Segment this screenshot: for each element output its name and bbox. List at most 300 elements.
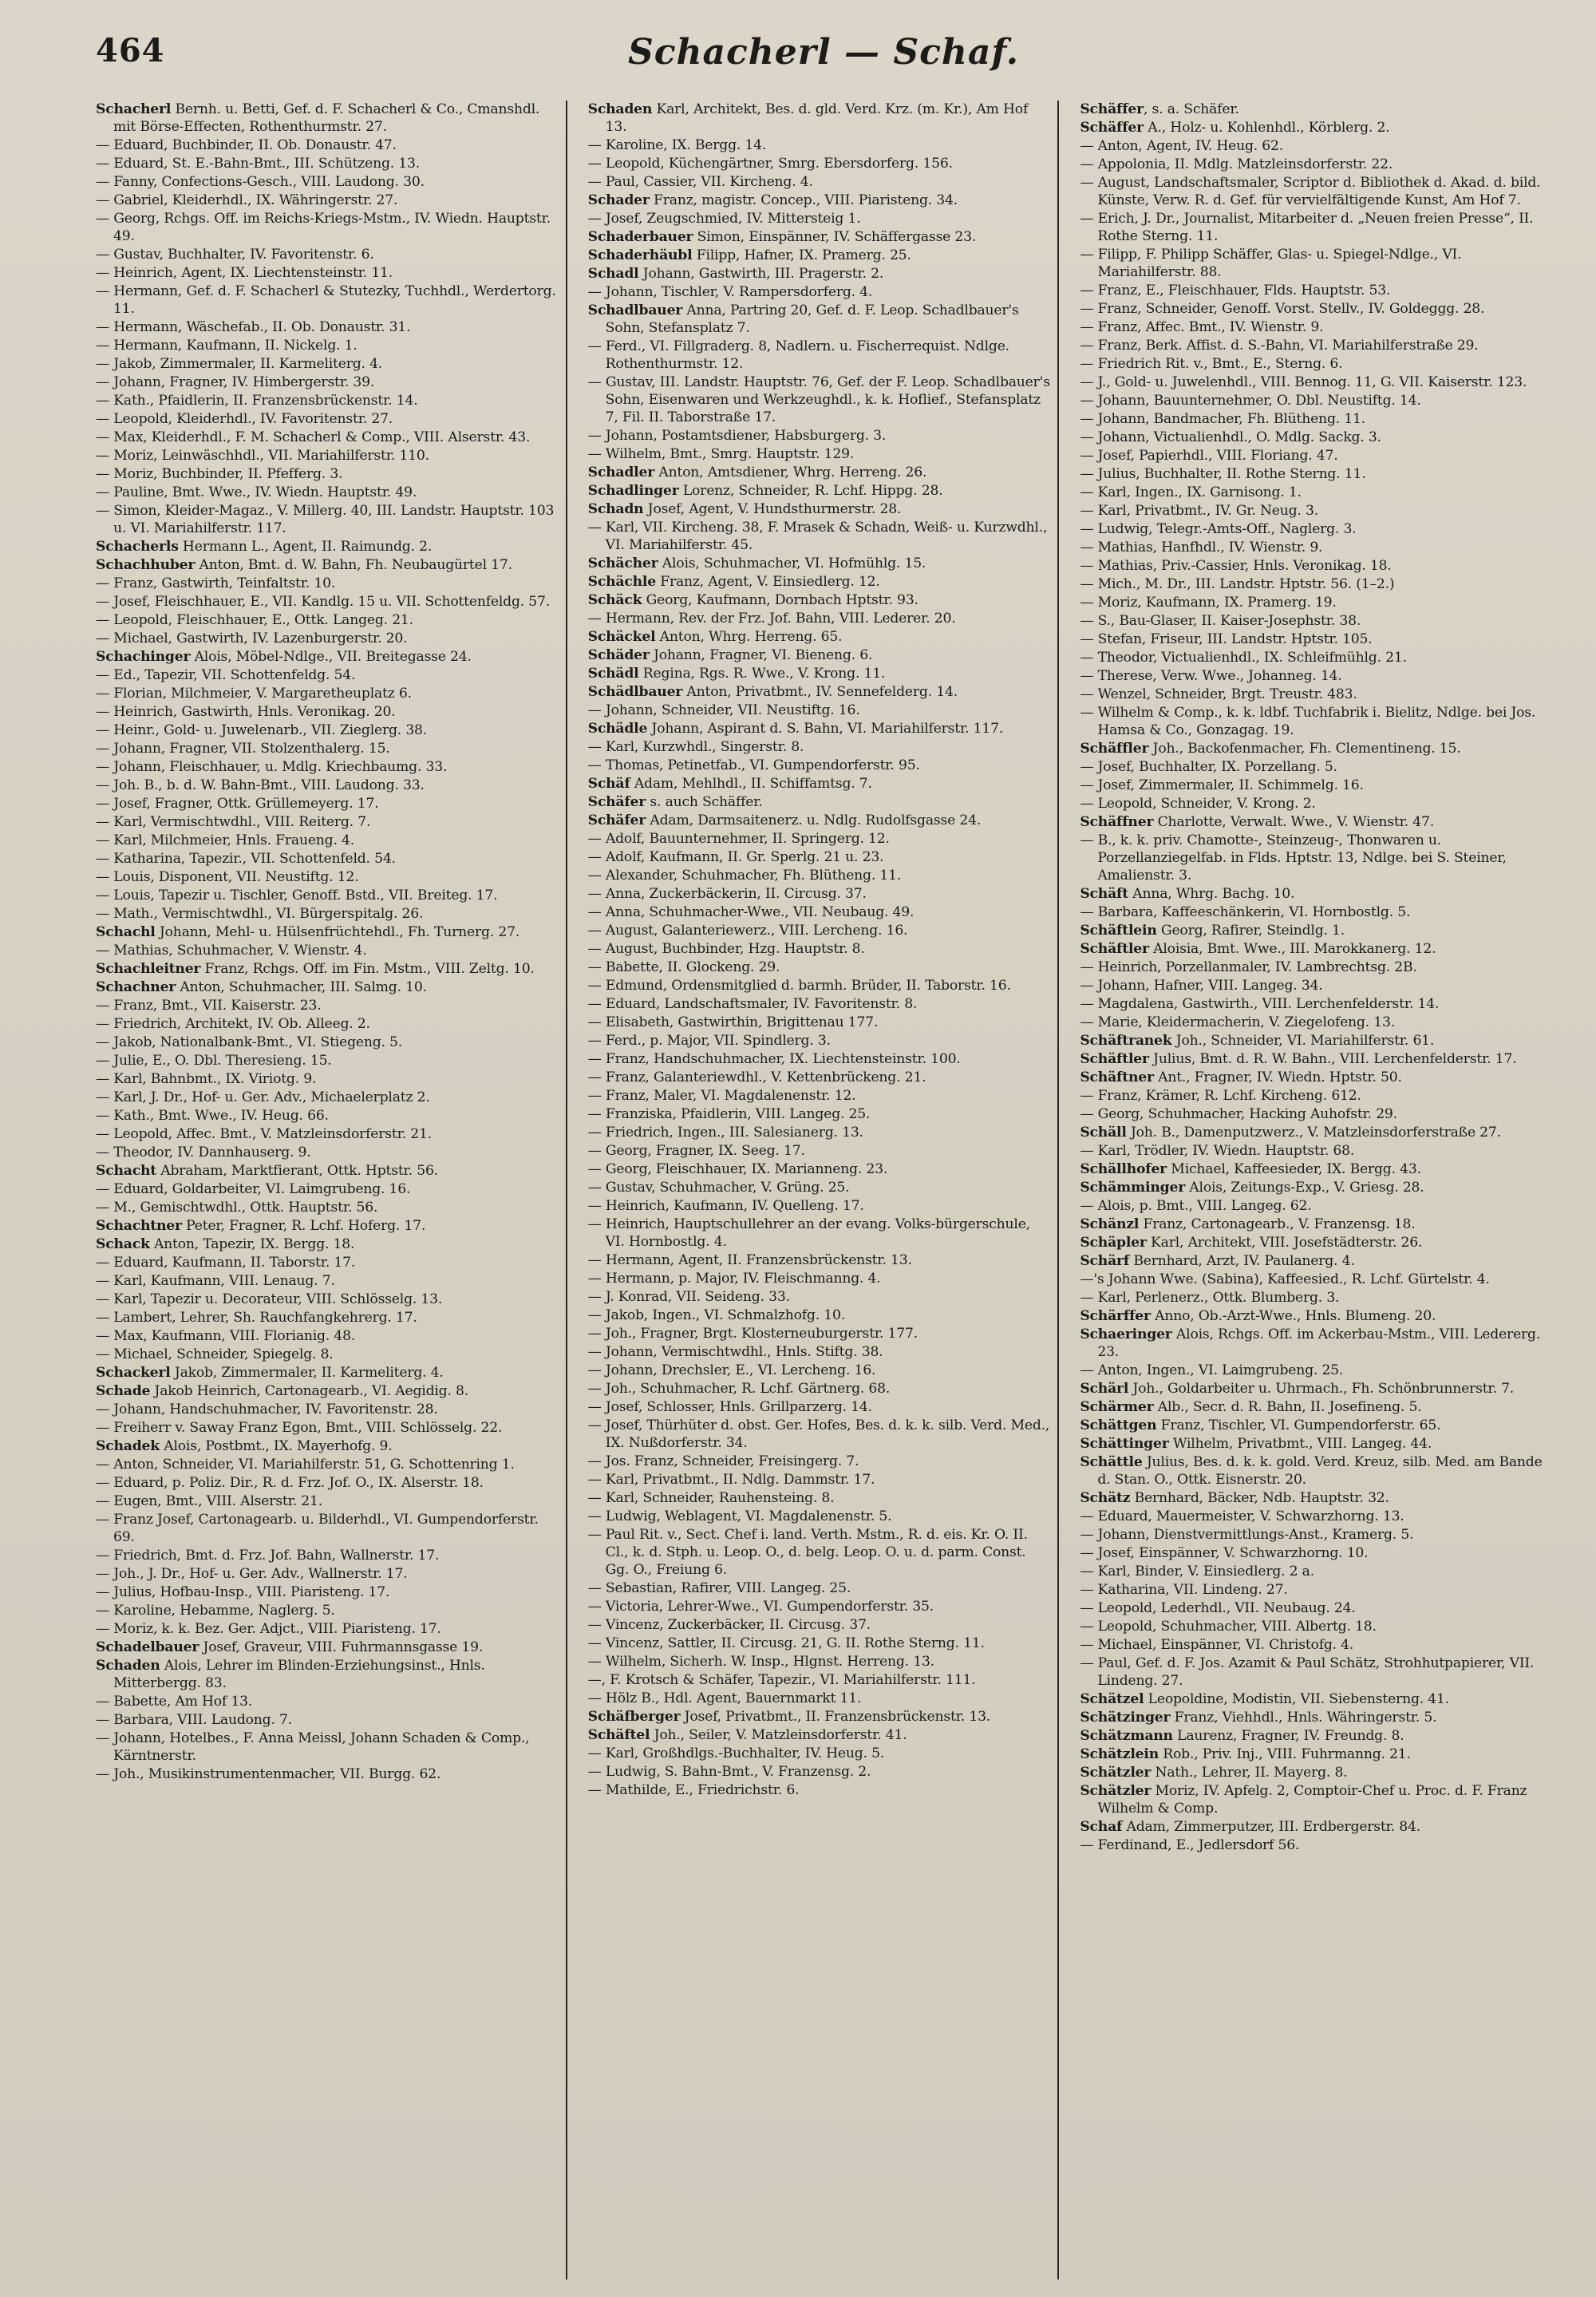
entry-text: Alois, Möbel-Ndlge., VII. Breitegasse 24.: [190, 649, 472, 665]
directory-entry: [588, 1708, 1052, 1726]
entry-text: — Ludwig, Telegr.-Amts-Off., Naglerg. 3.: [1080, 521, 1357, 537]
entry-surname: Schachner: [96, 979, 176, 995]
entry-text: — Karl, Kaufmann, VIII. Lenaug. 7.: [96, 1273, 335, 1289]
directory-entry: [1080, 337, 1545, 354]
directory-entry: [1080, 686, 1545, 703]
entry-surname: Schäf: [587, 776, 630, 792]
entry-text: — Friedrich, Ingen., III. Salesianerg. 13.: [587, 1125, 863, 1141]
entry-text: Peter, Fragner, R. Lchf. Hoferg. 17.: [181, 1218, 426, 1234]
entry-surname: Schäft: [1080, 886, 1128, 902]
directory-entry: [96, 923, 559, 941]
entry-text: — Joh. B., b. d. W. Bahn-Bmt., VIII. Laudong. 33.: [96, 777, 425, 793]
entry-text: — Jos. Franz, Schneider, Freisingerg. 7.: [587, 1453, 859, 1469]
entry-surname: Schäfberger: [587, 1709, 681, 1725]
entry-text: Ant., Fragner, IV. Wiedn. Hptstr. 50.: [1153, 1069, 1402, 1085]
directory-entry: [1080, 101, 1545, 118]
directory-entry: [96, 1364, 559, 1382]
entry-text: — Gustav, Schuhmacher, V. Grüng. 25.: [587, 1180, 850, 1196]
directory-entry: [1080, 667, 1545, 685]
entry-text: — Louis, Tapezir u. Tischler, Genoff. Bstd., VII. Breiteg. 17.: [96, 888, 498, 903]
entry-text: — Gustav, III. Landstr. Hauptstr. 76, Gef. der F. Leop. Schadlbauer's Sohn, Eisenwaren und Werkzeughdl., k. k. Hoflief., Stefansplatz 7, Fil. II. Taborstraße 17.: [587, 374, 1050, 425]
entry-text: — Mathias, Priv.-Cassier, Hnls. Veronikag. 18.: [1080, 558, 1392, 574]
directory-entry: [1080, 539, 1545, 556]
entry-text: — Josef, Thürhüter d. obst. Ger. Hofes, Bes. d. k. k. silb. Verd. Med., IX. Nußdorferstr. 34.: [587, 1417, 1050, 1451]
directory-entry: [1080, 1032, 1545, 1050]
directory-entry: [588, 1616, 1052, 1634]
directory-entry: [1080, 1142, 1545, 1160]
directory-entry: [1080, 465, 1545, 483]
directory-entry: [1080, 594, 1545, 611]
entry-text: — Friedrich, Architekt, IV. Ob. Alleeg. 2.: [96, 1016, 370, 1032]
directory-entry: [588, 628, 1052, 646]
entry-text: — Johann, Victualienhdl., O. Mdlg. Sackg. 3.: [1080, 429, 1381, 445]
directory-entry: [96, 1199, 559, 1216]
directory-entry: [588, 1671, 1052, 1689]
directory-entry: [96, 1657, 559, 1692]
entry-text: — Hermann, p. Major, IV. Fleischmanng. 4.: [587, 1271, 881, 1287]
entry-text: — Mathias, Schuhmacher, V. Wienstr. 4.: [96, 943, 367, 959]
directory-entry: [588, 1160, 1052, 1178]
entry-text: — Ed., Tapezir, VII. Schottenfeldg. 54.: [96, 667, 356, 683]
directory-entry: [588, 1142, 1052, 1160]
entry-text: — Wenzel, Schneider, Brgt. Treustr. 483.: [1080, 686, 1357, 702]
entry-text: — Leopold, Kleiderhdl., IV. Favoritenstr. 27.: [96, 411, 393, 427]
directory-entry: [588, 1069, 1052, 1086]
entry-text: — Eduard, p. Poliz. Dir., R. d. Frz. Jof. O., IX. Alserstr. 18.: [96, 1475, 484, 1491]
directory-entry: [96, 978, 559, 996]
directory-entry: [588, 1598, 1052, 1615]
directory-entry: [96, 997, 559, 1014]
directory-entry: [1080, 355, 1545, 373]
directory-entry: [96, 556, 559, 574]
directory-entry: [1080, 300, 1545, 318]
directory-entry: [588, 1179, 1052, 1196]
entry-text: — Joh., J. Dr., Hof- u. Ger. Adv., Wallnerstr. 17.: [96, 1566, 408, 1582]
directory-entry: [588, 1380, 1052, 1398]
directory-entry: [588, 265, 1052, 283]
directory-entry: [588, 155, 1052, 172]
entry-text: — Joh., Schuhmacher, R. Lchf. Gärtnerg. 68.: [587, 1381, 891, 1397]
entry-text: — Leopold, Fleischhauer, E., Ottk. Langeg. 21.: [96, 612, 413, 628]
directory-entry: [1080, 392, 1545, 409]
directory-entry: [1080, 612, 1545, 630]
directory-entry: [588, 922, 1052, 939]
entry-text: — Georg, Schuhmacher, Hacking Auhofstr. 29.: [1080, 1106, 1397, 1122]
entry-text: , s. a. Schäfer.: [1144, 101, 1239, 117]
directory-entry: [588, 374, 1052, 426]
entry-text: — Eduard, Landschaftsmaler, IV. Favoritenstr. 8.: [587, 996, 918, 1012]
directory-entry: [96, 1217, 559, 1235]
entry-text: — Karl, Trödler, IV. Wiedn. Hauptstr. 68.: [1080, 1143, 1355, 1159]
directory-entry: [1080, 1252, 1545, 1270]
entry-text: — Math., Vermischtwdhl., VI. Bürgerspitalg. 26.: [96, 906, 424, 922]
directory-entry: [1080, 740, 1545, 757]
directory-entry: [1080, 1599, 1545, 1617]
entry-surname: Schachtner: [96, 1218, 182, 1234]
entry-text: Abraham, Marktfierant, Ottk. Hptstr. 56.: [156, 1163, 438, 1179]
directory-entry: [1080, 1362, 1545, 1379]
directory-entry: [1080, 1818, 1545, 1836]
directory-entry: [1080, 119, 1545, 136]
directory-entry: [1080, 156, 1545, 173]
directory-entry: [1080, 1453, 1545, 1489]
entry-text: — Franz, Bmt., VII. Kaiserstr. 23.: [96, 998, 322, 1014]
directory-entry: [1080, 210, 1545, 245]
directory-entry: [1080, 520, 1545, 538]
directory-entry: [96, 1419, 559, 1437]
directory-entry: [96, 355, 559, 373]
entry-text: — Karl, Kurzwhdl., Singerstr. 8.: [587, 739, 804, 755]
entry-surname: Schäftler: [1080, 941, 1149, 957]
directory-entry: [96, 1254, 559, 1271]
entry-surname: Schacherls: [96, 539, 179, 555]
entry-surname: Schädle: [587, 721, 648, 737]
directory-entry: [588, 940, 1052, 958]
directory-entry: [588, 136, 1052, 154]
entry-text: — Franz, Affec. Bmt., IV. Wienstr. 9.: [1080, 319, 1324, 335]
directory-entry: [96, 538, 559, 555]
directory-entry: [588, 1781, 1052, 1799]
directory-entry: [1080, 922, 1545, 939]
entry-text: — Josef, Zimmermaler, II. Schimmelg. 16.: [1080, 777, 1364, 793]
directory-entry: [96, 1089, 559, 1106]
directory-entry: [588, 757, 1052, 774]
entry-text: Franz, Tischler, VI. Gumpendorferstr. 65.: [1156, 1417, 1441, 1433]
directory-entry: [96, 1639, 559, 1656]
directory-entry: [588, 1579, 1052, 1597]
entry-text: A., Holz- u. Kohlenhdl., Körblerg. 2.: [1144, 120, 1390, 136]
column-3: [1080, 101, 1551, 2279]
entry-text: — Friedrich, Bmt. d. Frz. Jof. Bahn, Wallnerstr. 17.: [96, 1548, 440, 1564]
entry-text: Julius, Bmt. d. R. W. Bahn., VIII. Lerchenfelderstr. 17.: [1148, 1051, 1517, 1067]
entry-surname: Schätz: [1080, 1490, 1131, 1506]
entry-surname: Schaderhäubl: [587, 247, 693, 263]
entry-text: — Karl, VII. Kircheng. 38, F. Mrasek & Schadn, Weiß- u. Kurzwdhl., VI. Mariahilferstr. 45.: [587, 520, 1048, 553]
entry-text: Anton, Privatbmt., IV. Sennefelderg. 14.: [682, 684, 958, 700]
entry-text: — Eduard, Mauermeister, V. Schwarzhorng. 13.: [1080, 1508, 1404, 1524]
directory-entry: [1080, 484, 1545, 501]
directory-entry: [588, 1325, 1052, 1342]
entry-text: Moriz, IV. Apfelg. 2, Comptoir-Chef u. Proc. d. F. Franz Wilhelm & Comp.: [1097, 1783, 1527, 1817]
entry-text: — Karl, Bahnbmt., IX. Viriotg. 9.: [96, 1071, 317, 1087]
directory-entry: [588, 1763, 1052, 1781]
entry-text: Bernh. u. Betti, Gef. d. F. Schacherl & Co., Cmanshdl. mit Börse-Effecten, Rothenthurmstr. 27.: [113, 101, 540, 135]
entry-text: Alois, Zeitungs-Exp., V. Griesg. 28.: [1185, 1180, 1424, 1196]
directory-entry: [96, 1492, 559, 1510]
entry-text: — Moriz, k. k. Bez. Ger. Adjct., VIII. Piaristeng. 17.: [96, 1621, 441, 1637]
directory-entry: [1080, 1709, 1545, 1726]
entry-text: — Hölz B., Hdl. Agent, Bauernmarkt 11.: [587, 1690, 862, 1706]
directory-entry: [96, 1382, 559, 1400]
directory-entry: [96, 264, 559, 282]
entry-text: — Magdalena, Gastwirth., VIII. Lerchenfelderstr. 14.: [1080, 996, 1440, 1012]
entry-surname: Schätzlein: [1080, 1746, 1159, 1762]
entry-text: —'s Johann Wwe. (Sabina), Kaffeesied., R. Lchf. Gürtelstr. 4.: [1080, 1271, 1490, 1287]
entry-text: — Mathilde, E., Friedrichstr. 6.: [587, 1782, 800, 1798]
entry-surname: Schaden: [587, 101, 653, 117]
entry-text: — Barbara, Kaffeeschänkerin, VI. Hornbostlg. 5.: [1080, 904, 1411, 920]
entry-text: — Hermann, Gef. d. F. Schacherl & Stutezky, Tuchhdl., Werdertorg. 11.: [96, 283, 556, 317]
entry-text: s. auch Schäffer.: [646, 794, 763, 810]
entry-text: — Johann, Fleischhauer, u. Mdlg. Kriechbaumg. 33.: [96, 759, 448, 775]
entry-surname: Schachl: [96, 924, 156, 940]
entry-surname: Schättgen: [1080, 1417, 1157, 1433]
directory-entry: [96, 374, 559, 391]
directory-entry: [96, 337, 559, 354]
entry-text: — Leopold, Lederhdl., VII. Neubaug. 24.: [1080, 1600, 1356, 1616]
entry-text: — Johann, Bauunternehmer, O. Dbl. Neustiftg. 14.: [1080, 393, 1421, 409]
directory-entry: [588, 1471, 1052, 1489]
entry-text: — Karl, Vermischtwdhl., VIII. Reiterg. 7.: [96, 814, 371, 830]
directory-entry: [588, 848, 1052, 866]
directory-entry: [588, 464, 1052, 481]
entry-text: Adam, Zimmerputzer, III. Erdbergerstr. 84.: [1122, 1819, 1421, 1835]
entry-text: Johann, Aspirant d. S. Bahn, VI. Mariahilferstr. 117.: [647, 721, 1004, 737]
directory-entry: [96, 575, 559, 592]
entry-text: — Theodor, IV. Dannhauserg. 9.: [96, 1145, 311, 1160]
directory-entry: [588, 995, 1052, 1013]
directory-entry: [588, 1526, 1052, 1579]
directory-entry: [588, 101, 1052, 136]
entry-text: — Josef, Zeugschmied, IV. Mittersteig 1.: [587, 211, 861, 227]
entry-text: — Gustav, Buchhalter, IV. Favoritenstr. 6.: [96, 247, 374, 263]
directory-entry: [96, 1693, 559, 1710]
directory-entry: [1080, 575, 1545, 593]
entry-text: — Karl, Ingen., IX. Garnisong. 1.: [1080, 484, 1302, 500]
entry-text: — Anton, Agent, IV. Heug. 62.: [1080, 138, 1284, 154]
directory-entry: [1080, 374, 1545, 391]
entry-surname: Schäpler: [1080, 1235, 1147, 1251]
directory-entry: [96, 1070, 559, 1088]
directory-entry: [588, 830, 1052, 848]
entry-text: — Joh., Musikinstrumentenmacher, VII. Burgg. 62.: [96, 1766, 441, 1782]
directory-entry: [96, 648, 559, 666]
entry-text: — S., Bau-Glaser, II. Kaiser-Josephstr. 38.: [1080, 613, 1361, 629]
entry-text: — August, Galanteriewerz., VIII. Lercheng. 16.: [587, 923, 908, 939]
directory-entry: [96, 447, 559, 465]
entry-surname: Schätzler: [1080, 1765, 1152, 1781]
entry-text: Alois, Postbmt., IX. Mayerhofg. 9.: [159, 1438, 393, 1454]
entry-text: — Adolf, Kaufmann, II. Gr. Sperlg. 21 u. 23.: [587, 849, 884, 865]
directory-entry: [96, 1034, 559, 1051]
entry-text: — Josef, Einspänner, V. Schwarzhorng. 10.: [1080, 1545, 1369, 1561]
entry-text: — Karl, Privatbmt., IV. Gr. Neug. 3.: [1080, 503, 1318, 519]
entry-surname: Schäftlein: [1080, 923, 1157, 939]
entry-text: Josef, Agent, V. Hundsthurmerstr. 28.: [643, 501, 902, 517]
entry-text: — Heinrich, Gastwirth, Hnls. Veronikag. 20.: [96, 704, 396, 720]
directory-entry: [96, 155, 559, 172]
entry-text: — Max, Kaufmann, VIII. Florianig. 48.: [96, 1328, 356, 1344]
entry-surname: Schärmer: [1080, 1399, 1154, 1415]
directory-entry: [1080, 1197, 1545, 1215]
directory-entry: [1080, 174, 1545, 209]
entry-text: — Anna, Zuckerbäckerin, II. Circusg. 37.: [587, 886, 867, 902]
entry-surname: Schäffner: [1080, 814, 1154, 830]
entry-text: — Alois, p. Bmt., VIII. Langeg. 62.: [1080, 1198, 1312, 1214]
entry-surname: Schadelbauer: [96, 1639, 200, 1655]
directory-entry: [96, 1620, 559, 1638]
entry-surname: Schadlbauer: [587, 302, 683, 318]
directory-entry: [96, 666, 559, 684]
directory-entry: [1080, 1380, 1545, 1398]
entry-text: — Katharina, Tapezir., VII. Schottenfeld. 54.: [96, 851, 396, 867]
directory-entry: [1080, 1050, 1545, 1068]
directory-entry: [588, 867, 1052, 884]
entry-text: — Heinrich, Hauptschullehrer an der evang. Volks-bürgerschule, VI. Hornbostlg. 4.: [587, 1216, 1030, 1250]
directory-entry: [1080, 1544, 1545, 1562]
entry-surname: Schäffer: [1080, 120, 1144, 136]
entry-text: Joh. B., Damenputzwerz., V. Matzleinsdorferstraße 27.: [1126, 1125, 1501, 1141]
entry-surname: Schäck: [587, 592, 642, 608]
directory-entry: [1080, 940, 1545, 958]
directory-entry: [96, 722, 559, 739]
entry-text: — Hermann, Agent, II. Franzensbrückenstr. 13.: [587, 1252, 912, 1268]
entry-text: Jakob Heinrich, Cartonagearb., VI. Aegidig. 8.: [150, 1383, 469, 1399]
directory-entry: [1080, 959, 1545, 976]
entry-text: — J., Gold- u. Juwelenhdl., VIII. Bennog. 11, G. VII. Kaiserstr. 123.: [1080, 374, 1527, 390]
entry-text: — Edmund, Ordensmitglied d. barmh. Brüder, II. Taborstr. 16.: [587, 978, 1011, 994]
directory-entry: [1080, 704, 1545, 739]
entry-text: — August, Landschaftsmaler, Scriptor d. Bibliothek d. Akad. d. bild. Künste, Verw. R. d. Gef. für vervielfältigende Kunst, Am Hof 7.: [1080, 175, 1541, 208]
directory-entry: [588, 646, 1052, 664]
directory-entry: [1080, 1618, 1545, 1635]
directory-entry: [96, 887, 559, 904]
directory-entry: [96, 136, 559, 154]
entry-text: Filipp, Hafner, IX. Pramerg. 25.: [692, 247, 911, 263]
directory-entry: [588, 1014, 1052, 1031]
directory-entry: [1080, 1398, 1545, 1416]
entry-surname: Schadn: [587, 501, 644, 517]
entry-text: Nath., Lehrer, II. Mayerg. 8.: [1151, 1765, 1348, 1781]
entry-text: — Josef, Buchhalter, IX. Porzellang. 5.: [1080, 759, 1337, 775]
directory-entry: [588, 1362, 1052, 1379]
entry-text: — Louis, Disponent, VII. Neustiftg. 12.: [96, 869, 359, 885]
entry-text: Charlotte, Verwalt. Wwe., V. Wienstr. 47.: [1153, 814, 1435, 830]
directory-entry: [96, 429, 559, 446]
entry-text: — Franz, Maler, VI. Magdalenenstr. 12.: [587, 1088, 856, 1104]
directory-entry: [1080, 137, 1545, 155]
entry-text: — Franz, E., Fleischhauer, Flds. Hauptstr. 53.: [1080, 283, 1391, 298]
entry-text: Anton, Bmt. d. W. Bahn, Fh. Neubaugürtel 17.: [195, 557, 512, 573]
entry-text: — Mich., M. Dr., III. Landstr. Hptstr. 56. (1–2.): [1080, 576, 1395, 592]
directory-entry: [1080, 1216, 1545, 1233]
directory-entry: [588, 1216, 1052, 1251]
directory-entry: [588, 519, 1052, 554]
directory-entry: [96, 740, 559, 757]
directory-entry: [1080, 649, 1545, 666]
entry-text: — Johann, Schneider, VII. Neustiftg. 16.: [587, 702, 860, 718]
directory-entry: [96, 868, 559, 886]
directory-entry: [1080, 832, 1545, 884]
directory-entry: [96, 1730, 559, 1765]
directory-entry: [96, 850, 559, 868]
entry-surname: Schätzel: [1080, 1691, 1144, 1707]
directory-entry: [588, 427, 1052, 445]
entry-text: — Friedrich Rit. v., Bmt., E., Sterng. 6.: [1080, 356, 1343, 372]
entry-text: — Franz, Galanteriewdhl., V. Kettenbrückeng. 21.: [587, 1069, 926, 1085]
entry-text: — Johann, Fragner, VII. Stolzenthalerg. 15.: [96, 741, 390, 757]
directory-entry: [96, 630, 559, 647]
directory-entry: [588, 977, 1052, 994]
entry-surname: Schäffer: [1080, 101, 1144, 117]
entry-text: — Franziska, Pfaidlerin, VIII. Langeg. 25.: [587, 1106, 871, 1122]
directory-entry: [588, 959, 1052, 976]
entry-text: Josef, Graveur, VIII. Fuhrmannsgasse 19.: [199, 1639, 484, 1655]
directory-entry: [1080, 1655, 1545, 1690]
entry-surname: Schaden: [96, 1658, 160, 1674]
entry-text: — Freiherr v. Saway Franz Egon, Bmt., VIII. Schlösselg. 22.: [96, 1420, 503, 1436]
directory-entry: [588, 1270, 1052, 1287]
entry-text: — Karoline, IX. Bergg. 14.: [587, 137, 767, 153]
entry-text: — Leopold, Küchengärtner, Smrg. Ebersdorferg. 156.: [587, 156, 953, 172]
entry-text: — Ludwig, Weblagent, VI. Magdalenenstr. 5.: [587, 1508, 892, 1524]
entry-text: Hermann L., Agent, II. Raimundg. 2.: [178, 539, 433, 555]
entry-text: — Therese, Verw. Wwe., Johanneg. 14.: [1080, 668, 1342, 684]
entry-surname: Schadl: [587, 266, 639, 282]
directory-entry: [1080, 1124, 1545, 1141]
entry-text: — Mathias, Hanfhdl., IV. Wienstr. 9.: [1080, 540, 1323, 555]
directory-entry: [588, 173, 1052, 191]
directory-entry: [96, 1180, 559, 1198]
directory-entry: [588, 1635, 1052, 1652]
entry-text: — Babette, II. Glockeng. 29.: [587, 959, 780, 975]
directory-entry: [96, 246, 559, 263]
entry-text: — Josef, Fleischhauer, E., VII. Kandlg. 15 u. VII. Schottenfeldg. 57.: [96, 594, 551, 610]
directory-entry: [96, 1565, 559, 1583]
entry-text: — Johann, Vermischtwdhl., Hnls. Stiftg. 38.: [587, 1344, 883, 1360]
entry-text: — Eduard, Kaufmann, II. Taborstr. 17.: [96, 1255, 356, 1271]
entry-text: Joh., Seiler, V. Matzleinsdorferstr. 41.: [650, 1727, 907, 1743]
entry-text: Leopoldine, Modistin, VII. Siebensterng. 41.: [1144, 1691, 1450, 1707]
entry-text: Alois, Lehrer im Blinden-Erziehungsinst., Hnls. Mitterbergg. 83.: [113, 1658, 485, 1691]
directory-entry: [1080, 246, 1545, 281]
directory-entry: [1080, 1417, 1545, 1434]
entry-text: — Josef, Schlosser, Hnls. Grillparzerg. 14.: [587, 1399, 872, 1415]
directory-entry: [96, 1327, 559, 1345]
column-1: [96, 101, 567, 2279]
directory-entry: [1080, 1307, 1545, 1325]
entry-surname: Schällhofer: [1080, 1161, 1167, 1177]
directory-entry: [1080, 758, 1545, 776]
directory-entry: [96, 813, 559, 831]
directory-entry: [1080, 1745, 1545, 1763]
directory-entry: [588, 210, 1052, 227]
directory-entry: [1080, 1289, 1545, 1307]
directory-entry: [588, 1690, 1052, 1707]
entry-text: — Eugen, Bmt., VIII. Alserstr. 21.: [96, 1493, 323, 1509]
entry-text: — Karl, Schneider, Rauhensteing. 8.: [587, 1490, 835, 1506]
directory-entry: [1080, 1069, 1545, 1086]
entry-text: — August, Buchbinder, Hzg. Hauptstr. 8.: [587, 941, 865, 957]
entry-text: — Karl, Milchmeier, Hnls. Fraueng. 4.: [96, 832, 354, 848]
directory-entry: [588, 1489, 1052, 1507]
directory-entry: [96, 1125, 559, 1143]
entry-text: — Georg, Rchgs. Off. im Reichs-Kriegs-Mstm., IV. Wiedn. Hauptstr. 49.: [96, 211, 551, 244]
entry-text: — Karl, J. Dr., Hof- u. Ger. Adv., Michaelerplatz 2.: [96, 1089, 430, 1105]
directory-entry: [1080, 977, 1545, 994]
entry-text: — Max, Kleiderhdl., F. M. Schacherl & Comp., VIII. Alserstr. 43.: [96, 429, 531, 445]
entry-text: — Kath., Bmt. Wwe., IV. Heug. 66.: [96, 1108, 329, 1124]
directory-entry: [588, 683, 1052, 701]
directory-entry: [588, 1653, 1052, 1670]
entry-text: Simon, Einspänner, IV. Schäffergasse 23.: [693, 229, 977, 245]
directory-entry: [588, 228, 1052, 246]
entry-surname: Schärl: [1080, 1381, 1129, 1397]
entry-text: — Michael, Einspänner, VI. Christofg. 4.: [1080, 1637, 1354, 1653]
directory-entry: [588, 1307, 1052, 1324]
entry-surname: Schämminger: [1080, 1180, 1186, 1196]
directory-entry: [588, 1105, 1052, 1123]
